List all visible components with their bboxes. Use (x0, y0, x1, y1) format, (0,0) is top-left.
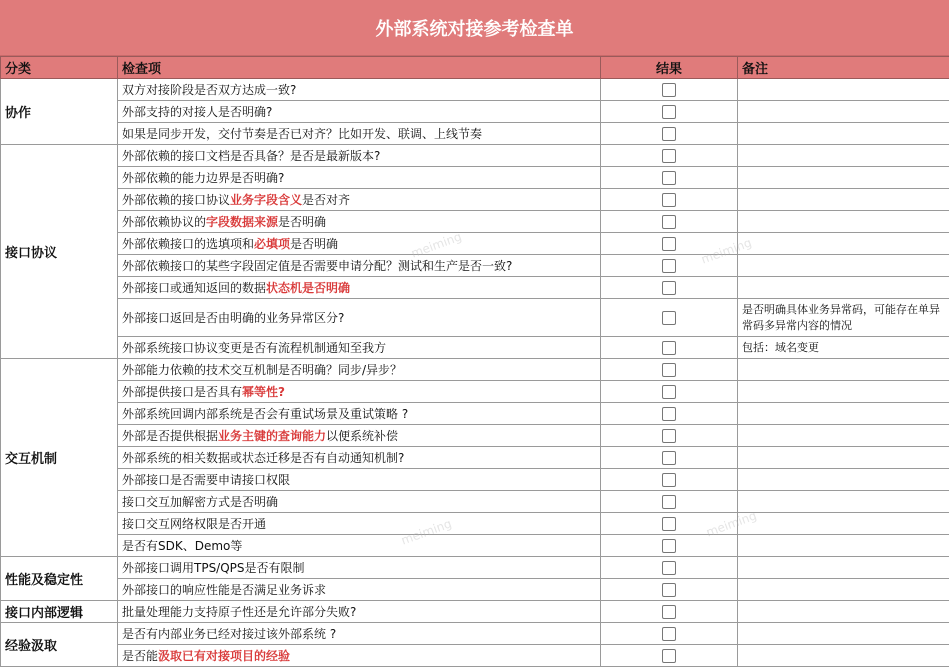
checklist-row (1, 403, 949, 425)
checklist-table (0, 56, 949, 667)
check-item-cell (118, 189, 601, 211)
checklist-row (1, 579, 949, 601)
item-text: 外部系统接口协议变更是否有流程机制通知至我方 (122, 341, 386, 355)
notes-cell (738, 359, 949, 381)
item-text: 外部接口或通知返回的数据 (122, 281, 266, 295)
result-cell (601, 277, 738, 299)
header-result: 结果 (601, 57, 738, 79)
item-text: 接口交互网络权限是否开通 (122, 517, 266, 531)
result-cell (601, 381, 738, 403)
highlighted-text: 字段数据来源 (206, 215, 278, 229)
notes-cell (738, 123, 949, 145)
sheet-title: 外部系统对接参考检查单 (0, 0, 949, 56)
item-text: 外部依赖接口的某些字段固定值是否需要申请分配？测试和生产是否一致? (122, 259, 512, 273)
category-cell: 协作 (1, 79, 118, 145)
checklist-row (1, 623, 949, 645)
check-item-cell (118, 145, 601, 167)
result-cell (601, 211, 738, 233)
checklist-row (1, 277, 949, 299)
item-text: 外部依赖的接口协议 (122, 193, 230, 207)
result-checkbox[interactable] (662, 495, 676, 509)
item-text: 是否对齐 (302, 193, 350, 207)
highlighted-text: 汲取已有对接项目的经验 (158, 649, 290, 663)
result-cell (601, 535, 738, 557)
check-item-cell (118, 579, 601, 601)
result-checkbox[interactable] (662, 363, 676, 377)
category-cell: 交互机制 (1, 359, 118, 557)
result-checkbox[interactable] (662, 193, 676, 207)
item-text: 外部接口的响应性能是否满足业务诉求 (122, 583, 326, 597)
result-cell (601, 79, 738, 101)
item-text: 外部依赖接口的选填项和 (122, 237, 254, 251)
result-cell (601, 189, 738, 211)
item-text: 双方对接阶段是否双方达成一致? (122, 83, 296, 97)
notes-cell (738, 211, 949, 233)
item-text: 外部支持的对接人是否明确? (122, 105, 272, 119)
notes-cell (738, 101, 949, 123)
notes-cell (738, 601, 949, 623)
highlighted-text: 必填项 (254, 237, 290, 251)
header-row (1, 57, 949, 79)
check-item-cell (118, 535, 601, 557)
watermark: meiming (704, 508, 758, 539)
checklist-row (1, 211, 949, 233)
result-checkbox[interactable] (662, 385, 676, 399)
notes-cell (738, 145, 949, 167)
check-item-cell (118, 601, 601, 623)
checklist-row (1, 189, 949, 211)
item-text: 外部接口调用TPS/QPS是否有限制 (122, 561, 305, 575)
category-cell: 经验汲取 (1, 623, 118, 667)
result-cell (601, 299, 738, 337)
checklist-row (1, 425, 949, 447)
result-checkbox[interactable] (662, 341, 676, 355)
checklist-row (1, 145, 949, 167)
result-checkbox[interactable] (662, 407, 676, 421)
notes-cell (738, 557, 949, 579)
check-item-cell (118, 255, 601, 277)
result-cell (601, 359, 738, 381)
result-checkbox[interactable] (662, 627, 676, 641)
item-text: 是否明确 (278, 215, 326, 229)
notes-cell (738, 255, 949, 277)
item-text: 外部接口返回是否由明确的业务异常区分? (122, 311, 344, 325)
check-item-cell (118, 79, 601, 101)
result-checkbox[interactable] (662, 105, 676, 119)
checklist-row (1, 557, 949, 579)
result-checkbox[interactable] (662, 517, 676, 531)
result-checkbox[interactable] (662, 583, 676, 597)
result-cell (601, 101, 738, 123)
check-item-cell (118, 337, 601, 359)
result-cell (601, 469, 738, 491)
result-checkbox[interactable] (662, 83, 676, 97)
item-text: 外部系统回调内部系统是否会有重试场景及重试策略 ? (122, 407, 408, 421)
check-item-cell (118, 299, 601, 337)
item-text: 如果是同步开发，交付节奏是否已对齐？比如开发、联调、上线节奏 (122, 127, 482, 141)
check-item-cell (118, 277, 601, 299)
item-text: 外部接口是否需要申请接口权限 (122, 473, 290, 487)
check-item-cell (118, 645, 601, 667)
result-cell (601, 579, 738, 601)
checklist-row (1, 535, 949, 557)
check-item-cell (118, 233, 601, 255)
notes-cell (738, 79, 949, 101)
result-checkbox[interactable] (662, 237, 676, 251)
checklist-row (1, 469, 949, 491)
checklist-row (1, 359, 949, 381)
item-text: 是否能 (122, 649, 158, 663)
notes-cell (738, 277, 949, 299)
watermark: meiming (699, 235, 753, 266)
result-cell (601, 513, 738, 535)
result-checkbox[interactable] (662, 649, 676, 663)
item-text: 是否有内部业务已经对接过该外部系统 ? (122, 627, 336, 641)
result-cell (601, 601, 738, 623)
item-text: 外部能力依赖的技术交互机制是否明确？同步/异步？ (122, 363, 402, 377)
checklist-row (1, 255, 949, 277)
category-cell: 接口协议 (1, 145, 118, 359)
check-item-cell (118, 359, 601, 381)
highlighted-text: 状态机是否明确 (266, 281, 350, 295)
result-checkbox[interactable] (662, 281, 676, 295)
checklist-row (1, 645, 949, 667)
category-cell: 性能及稳定性 (1, 557, 118, 601)
notes-cell (738, 491, 949, 513)
check-item-cell (118, 447, 601, 469)
notes-cell (738, 447, 949, 469)
result-checkbox[interactable] (662, 451, 676, 465)
notes-cell (738, 623, 949, 645)
highlighted-text: 业务字段含义 (230, 193, 302, 207)
checklist-row (1, 233, 949, 255)
checklist-row (1, 123, 949, 145)
notes-cell (738, 233, 949, 255)
item-text: 外部依赖的接口文档是否具备？是否是最新版本? (122, 149, 380, 163)
check-item-cell (118, 403, 601, 425)
result-checkbox[interactable] (662, 539, 676, 553)
notes-cell (738, 579, 949, 601)
checklist-body (1, 79, 949, 667)
category-cell: 接口内部逻辑 (1, 601, 118, 623)
notes-cell (738, 381, 949, 403)
result-cell (601, 255, 738, 277)
check-item-cell (118, 513, 601, 535)
item-text: 外部系统的相关数据或状态迁移是否有自动通知机制? (122, 451, 404, 465)
checklist-row (1, 447, 949, 469)
result-cell (601, 123, 738, 145)
highlighted-text: 业务主键的查询能力 (218, 429, 326, 443)
item-text: 外部依赖协议的 (122, 215, 206, 229)
result-cell (601, 233, 738, 255)
result-checkbox[interactable] (662, 311, 676, 325)
checklist-row (1, 167, 949, 189)
checklist-row (1, 101, 949, 123)
item-text: 外部是否提供根据 (122, 429, 218, 443)
highlighted-text: 幂等性? (242, 385, 285, 399)
check-item-cell (118, 623, 601, 645)
item-text: 是否有SDK、Demo等 (122, 539, 242, 553)
check-item-cell (118, 167, 601, 189)
check-item-cell (118, 491, 601, 513)
notes-cell (738, 513, 949, 535)
item-text: 接口交互加解密方式是否明确 (122, 495, 278, 509)
checklist-row (1, 381, 949, 403)
checklist-row (1, 79, 949, 101)
header-notes: 备注 (738, 57, 949, 79)
result-checkbox[interactable] (662, 127, 676, 141)
result-checkbox[interactable] (662, 473, 676, 487)
check-item-cell (118, 425, 601, 447)
check-item-cell (118, 557, 601, 579)
checklist-row (1, 513, 949, 535)
result-cell (601, 557, 738, 579)
result-cell (601, 403, 738, 425)
notes-cell: 是否明确具体业务异常码，可能存在单异常码多异常内容的情况 (738, 299, 949, 337)
notes-cell (738, 403, 949, 425)
header-item: 检查项 (118, 57, 601, 79)
header-category: 分类 (1, 57, 118, 79)
result-cell (601, 167, 738, 189)
result-checkbox[interactable] (662, 149, 676, 163)
notes-cell: 包括：域名变更 (738, 337, 949, 359)
checklist-row (1, 299, 949, 337)
item-text: 批量处理能力支持原子性还是允许部分失败? (122, 605, 356, 619)
result-cell (601, 491, 738, 513)
item-text: 外部依赖的能力边界是否明确? (122, 171, 284, 185)
checklist-row (1, 491, 949, 513)
result-cell (601, 447, 738, 469)
watermark: meiming (399, 516, 453, 547)
result-checkbox[interactable] (662, 215, 676, 229)
result-cell (601, 645, 738, 667)
item-text: 是否明确 (290, 237, 338, 251)
result-checkbox[interactable] (662, 561, 676, 575)
notes-cell (738, 535, 949, 557)
notes-cell (738, 167, 949, 189)
result-checkbox[interactable] (662, 429, 676, 443)
result-cell (601, 145, 738, 167)
result-checkbox[interactable] (662, 605, 676, 619)
checklist-row (1, 337, 949, 359)
check-item-cell (118, 101, 601, 123)
notes-cell (738, 425, 949, 447)
check-item-cell (118, 469, 601, 491)
result-cell (601, 425, 738, 447)
checklist-row (1, 601, 949, 623)
notes-cell (738, 189, 949, 211)
result-checkbox[interactable] (662, 259, 676, 273)
result-checkbox[interactable] (662, 171, 676, 185)
result-cell (601, 623, 738, 645)
watermark: meiming (409, 229, 463, 260)
item-text: 外部提供接口是否具有 (122, 385, 242, 399)
check-item-cell (118, 123, 601, 145)
check-item-cell (118, 381, 601, 403)
check-item-cell (118, 211, 601, 233)
notes-cell (738, 469, 949, 491)
item-text: 以便系统补偿 (326, 429, 398, 443)
notes-cell (738, 645, 949, 667)
result-cell (601, 337, 738, 359)
